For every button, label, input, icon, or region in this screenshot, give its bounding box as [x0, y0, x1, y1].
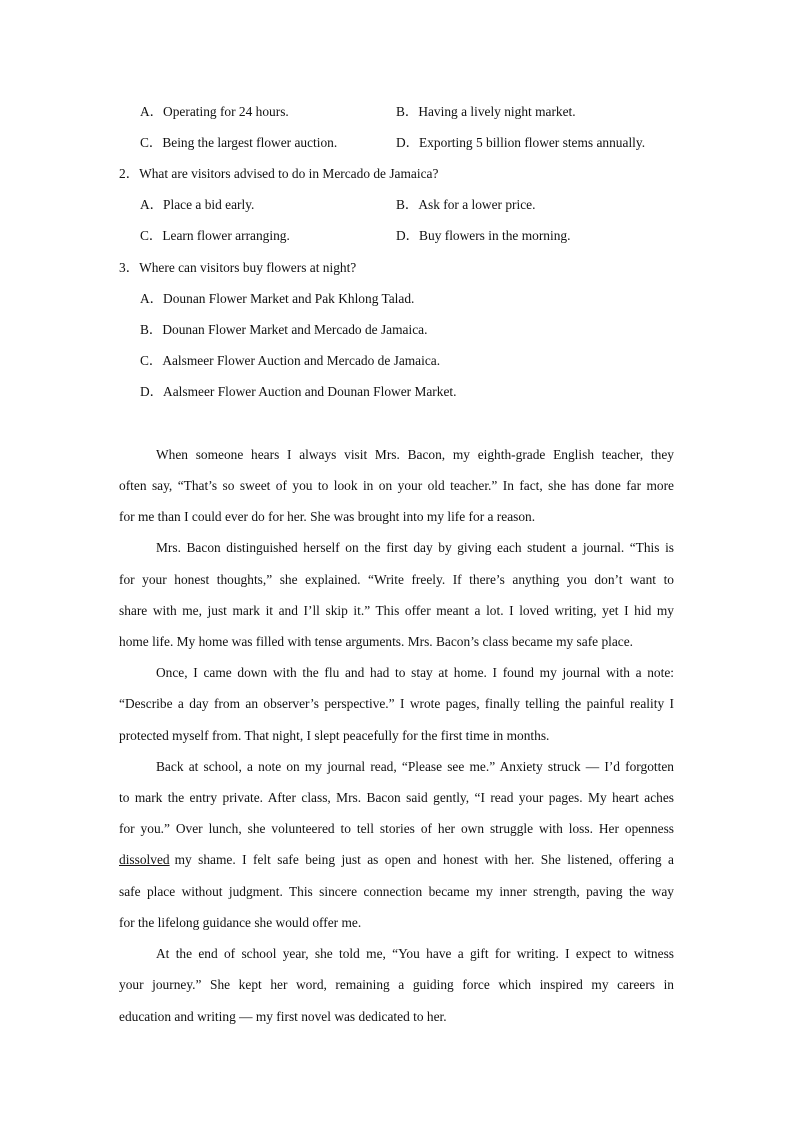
- q1-option-c: C．Being the largest flower auction.: [140, 135, 338, 150]
- paragraph-line: for me than I could ever do for her. She was brought into my life for a reason.: [119, 509, 536, 524]
- q1-option-d: D．Exporting 5 billion flower stems annually.: [396, 135, 646, 150]
- q3-option-c: C．Aalsmeer Flower Auction and Mercado de Jamaica.: [140, 353, 441, 368]
- paragraph-line: education and writing — my first novel was dedicated to her.: [119, 1009, 447, 1024]
- paragraph-line: for the lifelong guidance she would offer me.: [119, 915, 362, 930]
- q2-option-c: C．Learn flower arranging.: [140, 228, 290, 243]
- paragraph-line: often say, “That’s so sweet of you to look in on your old teacher.” In fact, she has done far more: [119, 478, 674, 493]
- paragraph-line: At the end of school year, she told me, “You have a gift for writing. I expect to witness: [156, 946, 674, 961]
- paragraph-line: When someone hears I always visit Mrs. Bacon, my eighth-grade English teacher, they: [156, 447, 674, 462]
- q2-stem: 2．What are visitors advised to do in Mercado de Jamaica?: [119, 166, 439, 181]
- paragraph-line: for you.” Over lunch, she volunteered to tell stories of her own struggle with loss. Her openness: [119, 821, 674, 836]
- q3-option-a: A．Dounan Flower Market and Pak Khlong Talad.: [140, 291, 415, 306]
- q3-option-b: B．Dounan Flower Market and Mercado de Jamaica.: [140, 322, 428, 337]
- paragraph-line: home life. My home was filled with tense arguments. Mrs. Bacon’s class became my safe place.: [119, 634, 634, 649]
- underlined-word: dissolved: [119, 852, 170, 867]
- paragraph-line: “Describe a day from an observer’s perspective.” I wrote pages, finally telling the painful reality I: [119, 696, 674, 711]
- q3-stem: 3．Where can visitors buy flowers at night?: [119, 260, 357, 275]
- paragraph-line: safe place without judgment. This sincere connection became my inner strength, paving the way: [119, 884, 674, 899]
- paragraph-line: for your honest thoughts,” she explained. “Write freely. If there’s anything you don’t want to: [119, 572, 674, 587]
- paragraph-line: protected myself from. That night, I slept peacefully for the first time in months.: [119, 728, 550, 743]
- q1-option-b: B．Having a lively night market.: [396, 104, 576, 119]
- q2-option-a: A．Place a bid early.: [140, 197, 255, 212]
- q3-option-d: D．Aalsmeer Flower Auction and Dounan Flower Market.: [140, 384, 457, 399]
- paragraph-line: Back at school, a note on my journal read, “Please see me.” Anxiety struck — I’d forgotten: [156, 759, 674, 774]
- paragraph-line: to mark the entry private. After class, Mrs. Bacon said gently, “I read your pages. My heart aches: [119, 790, 674, 805]
- q2-option-b: B．Ask for a lower price.: [396, 197, 536, 212]
- paragraph-line: your journey.” She kept her word, remaining a guiding force which inspired my careers in: [119, 977, 674, 992]
- paragraph-line: Once, I came down with the flu and had to stay at home. I found my journal with a note:: [156, 665, 674, 680]
- paragraph-line-rest: my shame. I felt safe being just as open and honest with her. She listened, offering a: [174, 852, 674, 867]
- paragraph-line: Mrs. Bacon distinguished herself on the first day by giving each student a journal. “This is: [156, 540, 674, 555]
- q1-option-a: A．Operating for 24 hours.: [140, 104, 289, 119]
- paragraph-line: [119, 852, 674, 868]
- q2-option-d: D．Buy flowers in the morning.: [396, 228, 571, 243]
- paragraph-line: share with me, just mark it and I’ll skip it.” This offer meant a lot. I loved writing, yet I hid my: [119, 603, 674, 618]
